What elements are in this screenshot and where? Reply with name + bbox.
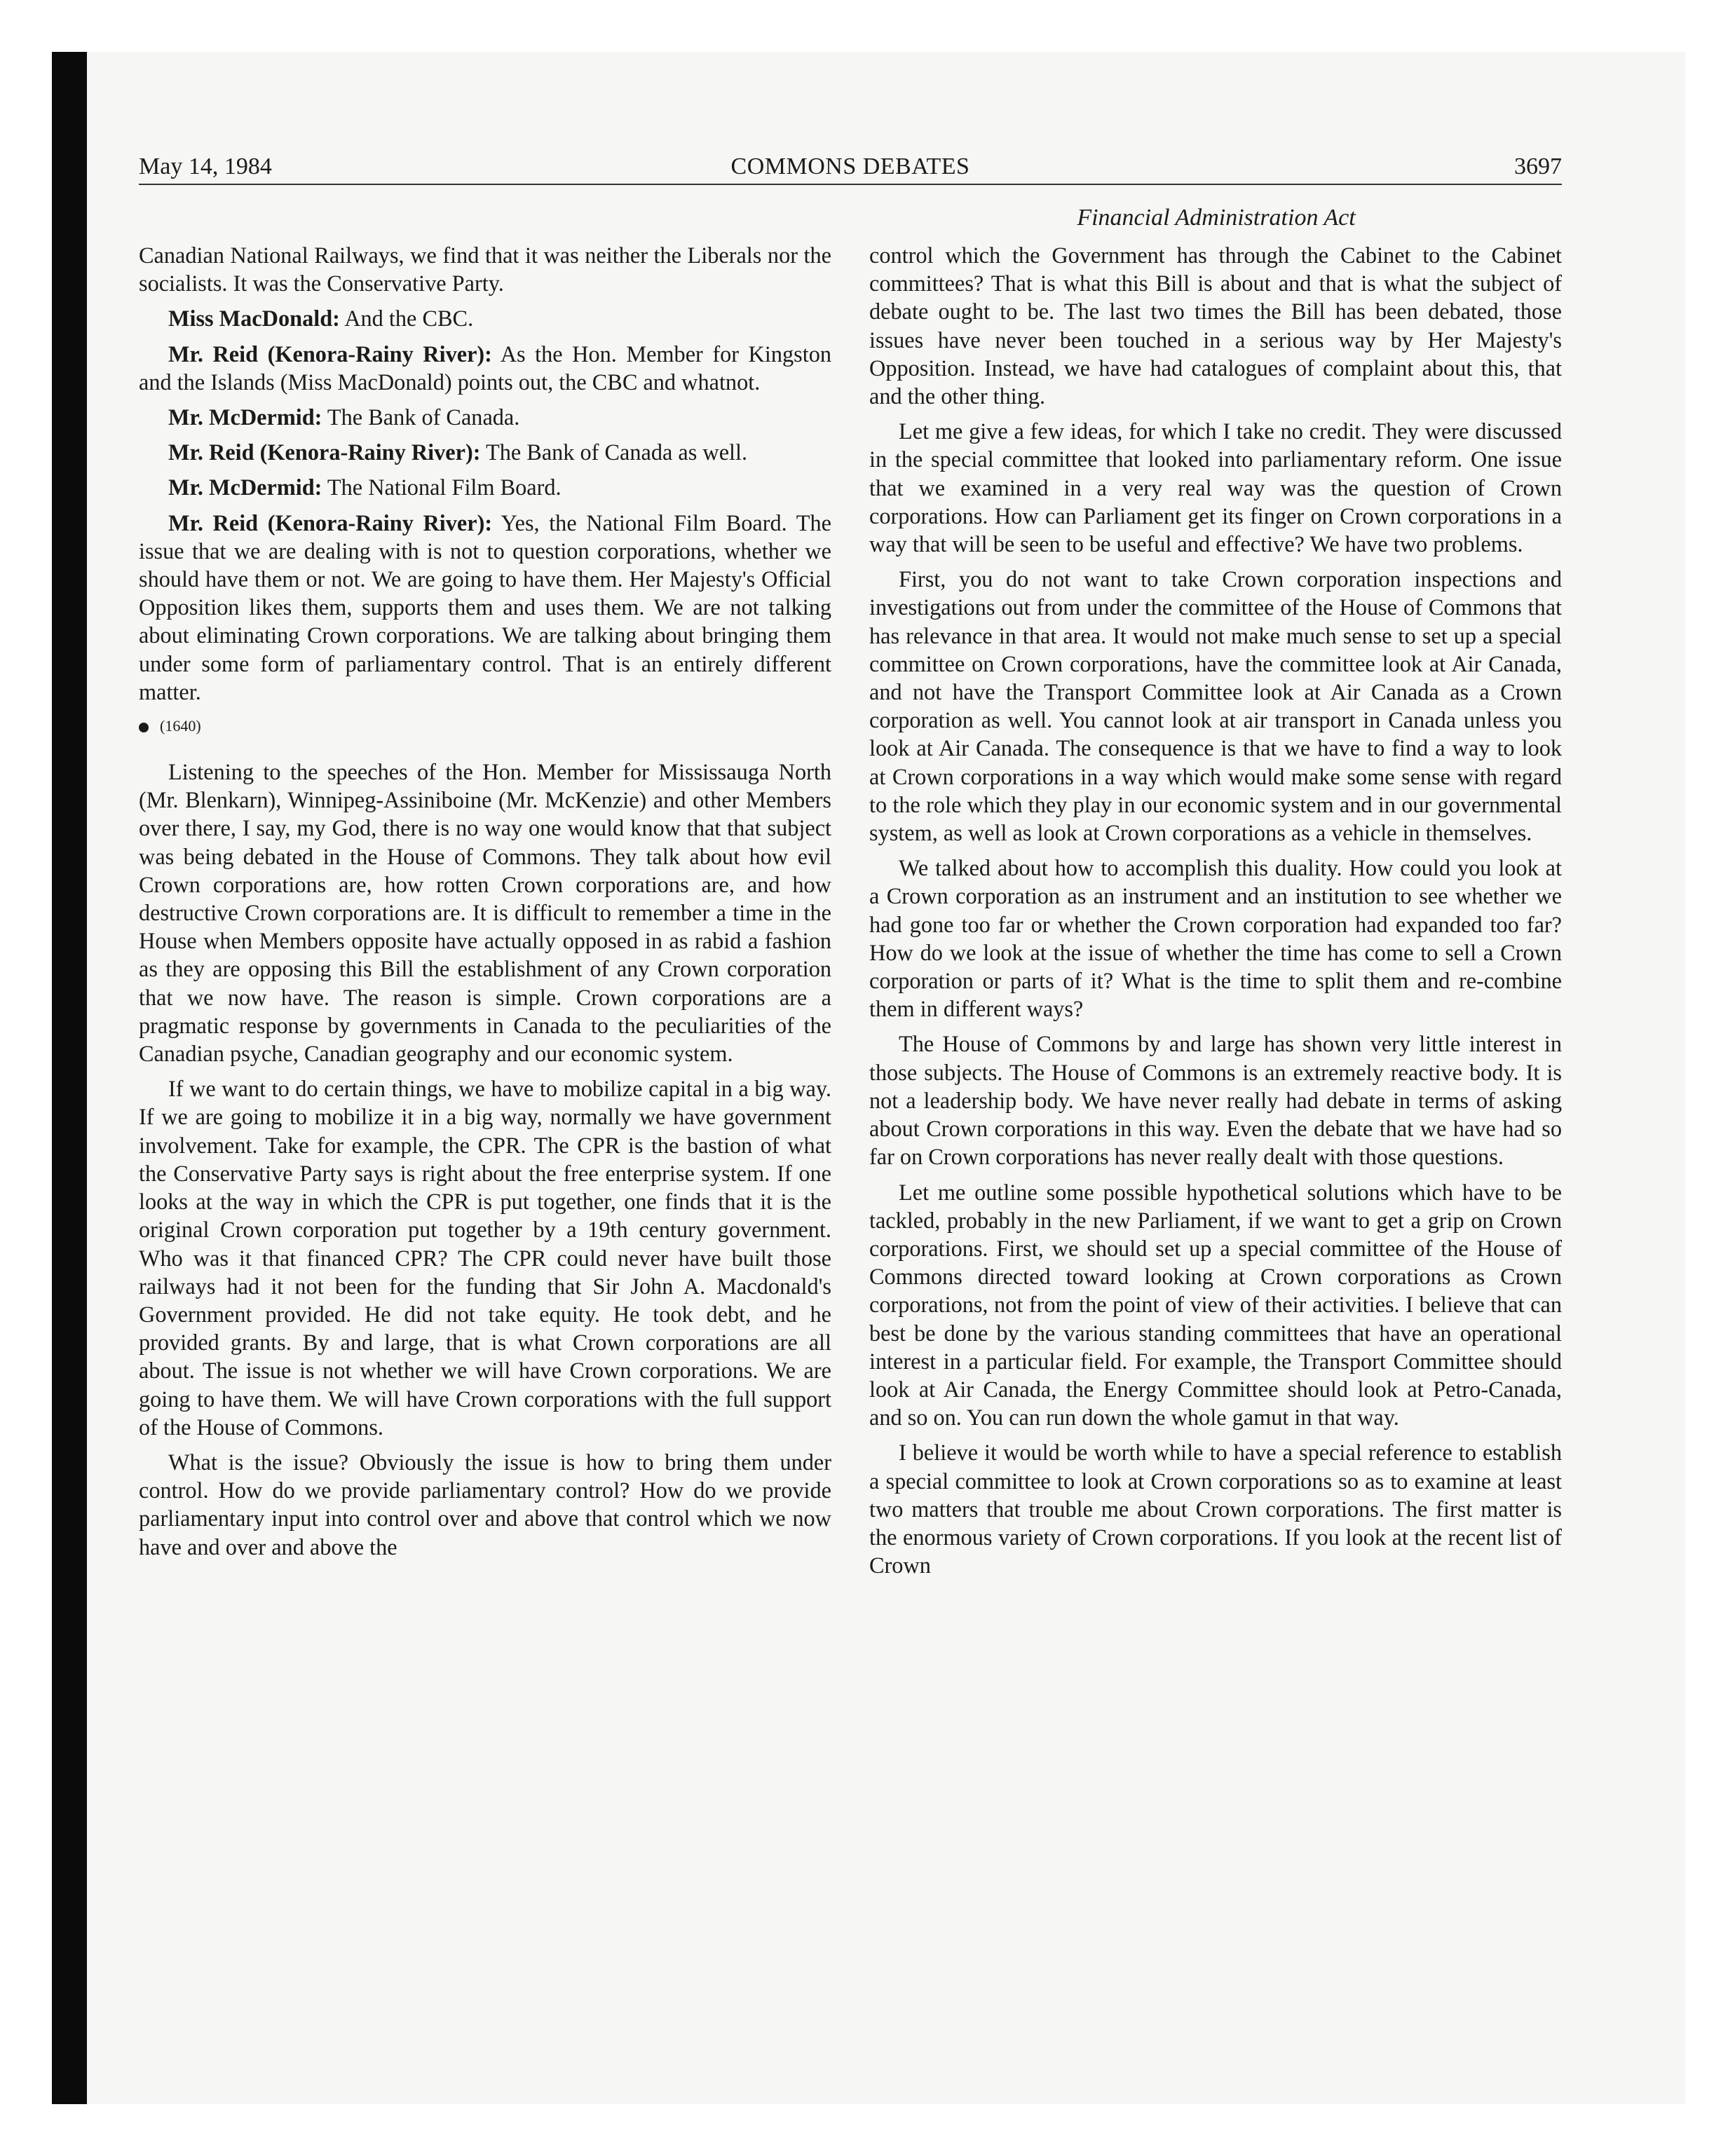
- left-column: [139, 241, 831, 1568]
- speaker-name: Mr. Reid (Kenora-Rainy River):: [168, 439, 481, 465]
- speech-paragraph: [139, 340, 831, 396]
- paragraph: Let me give a few ideas, for which I take no credit. They were discussed in the special committee that looked into parliamentary reform. One issue that we examined in a very real way was the question of Crown corporations. How can Parliament get its finger on Crown corporations in a way that will be seen to be useful and effective? We have two problems.: [869, 418, 1562, 557]
- speech-text: Yes, the National Film Board. The issue that we are dealing with is not to question corporations, whether we should have them or not. We are going to have them. Her Majesty's Official Opposition likes them, supports them and uses them. We are not talking about eliminating Crown corporations. We are talking about bringing them under some form of parliamentary control. That is an entirely different matter.: [139, 510, 831, 704]
- time-marker: [139, 716, 831, 737]
- speech-paragraph: [139, 509, 831, 706]
- header-publication: COMMONS DEBATES: [730, 153, 970, 179]
- bullet-icon: [139, 723, 149, 732]
- speech-paragraph: [139, 304, 831, 332]
- speech-paragraph: [139, 403, 831, 431]
- time-marker-text: (1640): [160, 717, 201, 735]
- speech-text: And the CBC.: [339, 306, 474, 332]
- paragraph: We talked about how to accomplish this duality. How could you look at a Crown corporation as an instrument and an institution to see whether we had gone too far or whether the Crown corporation had expanded too far? How do we look at the issue of whether the time has come to sell a Crown corporation or parts of it? What is the time to split them and re-combine them in different ways?: [869, 855, 1562, 1022]
- speech-text: The National Film Board.: [322, 475, 562, 500]
- paragraph: Canadian National Railways, we find that it was neither the Liberals nor the socialists. It was the Conservative Party.: [139, 243, 831, 296]
- speaker-name: Mr. McDermid:: [168, 475, 322, 500]
- paragraph: Listening to the speeches of the Hon. Member for Mississauga North (Mr. Blenkarn), Winnipeg-Assiniboine (Mr. McKenzie) and other Members over there, I say, my God, there is no way one would know that that subject was being debated in the House of Commons. They talk about how evil Crown corporations are, how rotten Crown corporations are, and how destructive Crown corporations are. It is difficult to remember a time in the House when Members opposite have actually opposed in as rabid a fashion as they are opposing this Bill the establishment of any Crown corporation that we now have. The reason is simple. Crown corporations are a pragmatic response by governments in Canada to the peculiarities of the Canadian psyche, Canadian geography and our economic system.: [139, 759, 831, 1067]
- paragraph: The House of Commons by and large has shown very little interest in those subjects. The House of Commons is an extremely reactive body. It is not a leadership body. We have never really had debate in terms of asking about Crown corporations in this way. Even the debate that we have had so far on Crown corporations has never really dealt with those questions.: [869, 1031, 1562, 1170]
- speech-paragraph: [139, 438, 831, 466]
- right-column: [869, 241, 1562, 1586]
- paragraph: I believe it would be worth while to have a special reference to establish a special committee to look at Crown corporations so as to examine at least two matters that trouble me about Crown corporations. The first matter is the enormous variety of Crown corporations. If you look at the recent list of Crown: [869, 1440, 1562, 1578]
- speech-text: As the Hon. Member for Kingston and the Islands (Miss MacDonald) points out, the CBC and whatnot.: [139, 341, 831, 395]
- header-rule: [139, 184, 1562, 185]
- paragraph: What is the issue? Obviously the issue is how to bring them under control. How do we provide parliamentary control? How do we provide parliamentary input into control over and above that control which we now have and over and above the: [139, 1449, 831, 1560]
- paragraph: If we want to do certain things, we have to mobilize capital in a big way. If we are going to mobilize it in a big way, normally we have government involvement. Take for example, the CPR. The CPR is the bastion of what the Conservative Party says is right about the free enterprise system. If one looks at the way in which the CPR is put together, one finds that it is the original Crown corporation put together by a 19th century government. Who was it that financed CPR? The CPR could never have built those railways had it not been for the funding that Sir John A. Macdonald's Government provided. He did not take equity. He took debt, and he provided grants. By and large, that is what Crown corporations are all about. The issue is not whether we will have Crown corporations. We are going to have them. We will have Crown corporations with the full support of the House of Commons.: [139, 1076, 831, 1440]
- speaker-name: Mr. Reid (Kenora-Rainy River):: [168, 510, 493, 535]
- speech-text: The Bank of Canada as well.: [480, 439, 748, 465]
- header-date: May 14, 1984: [139, 153, 272, 179]
- running-header: [139, 151, 1562, 182]
- paragraph: control which the Government has through the Cabinet to the Cabinet committees? That is what this Bill is about and that is what the subject of debate ought to be. The last two times the Bill has been debated, those issues have never been touched in a serious way by Her Majesty's Opposition. Instead, we have had catalogues of complaint about this, that and the other thing.: [869, 243, 1562, 409]
- paragraph: Let me outline some possible hypothetical solutions which have to be tackled, probably in the new Parliament, if we want to get a grip on Crown corporations. First, we should set up a special committee of the House of Commons directed toward looking at Crown corporations as Crown corporations, not from the point of view of their activities. I believe that can best be done by the various standing committees that have an operational interest in a particular field. For example, the Transport Committee should look at Air Canada, the Energy Committee should look at Petro-Canada, and so on. You can run down the whole gamut in that way.: [869, 1179, 1562, 1431]
- header-page-number: 3697: [1514, 153, 1562, 179]
- speaker-name: Miss MacDonald:: [168, 306, 340, 332]
- speech-paragraph: [139, 473, 831, 501]
- speech-text: The Bank of Canada.: [322, 404, 520, 430]
- speaker-name: Mr. McDermid:: [168, 404, 322, 430]
- section-title: Financial Administration Act: [1077, 205, 1356, 231]
- binding-shadow: [52, 52, 87, 2104]
- speaker-name: Mr. Reid (Kenora-Rainy River):: [168, 341, 492, 367]
- paragraph: First, you do not want to take Crown corporation inspections and investigations out from under the committee of the House of Commons that has relevance in that area. It would not make much sense to set up a special committee on Crown corporations, have the committee look at Air Canada, and not have the Transport Committee look at Air Canada as a Crown corporation as well. You cannot look at air transport in Canada unless you look at Air Canada. The consequence is that we have to find a way to look at Crown corporations in a way which would make some sense with regard to the role which they play in our economic system and in our governmental system, as well as look at Crown corporations as a vehicle in themselves.: [869, 566, 1562, 846]
